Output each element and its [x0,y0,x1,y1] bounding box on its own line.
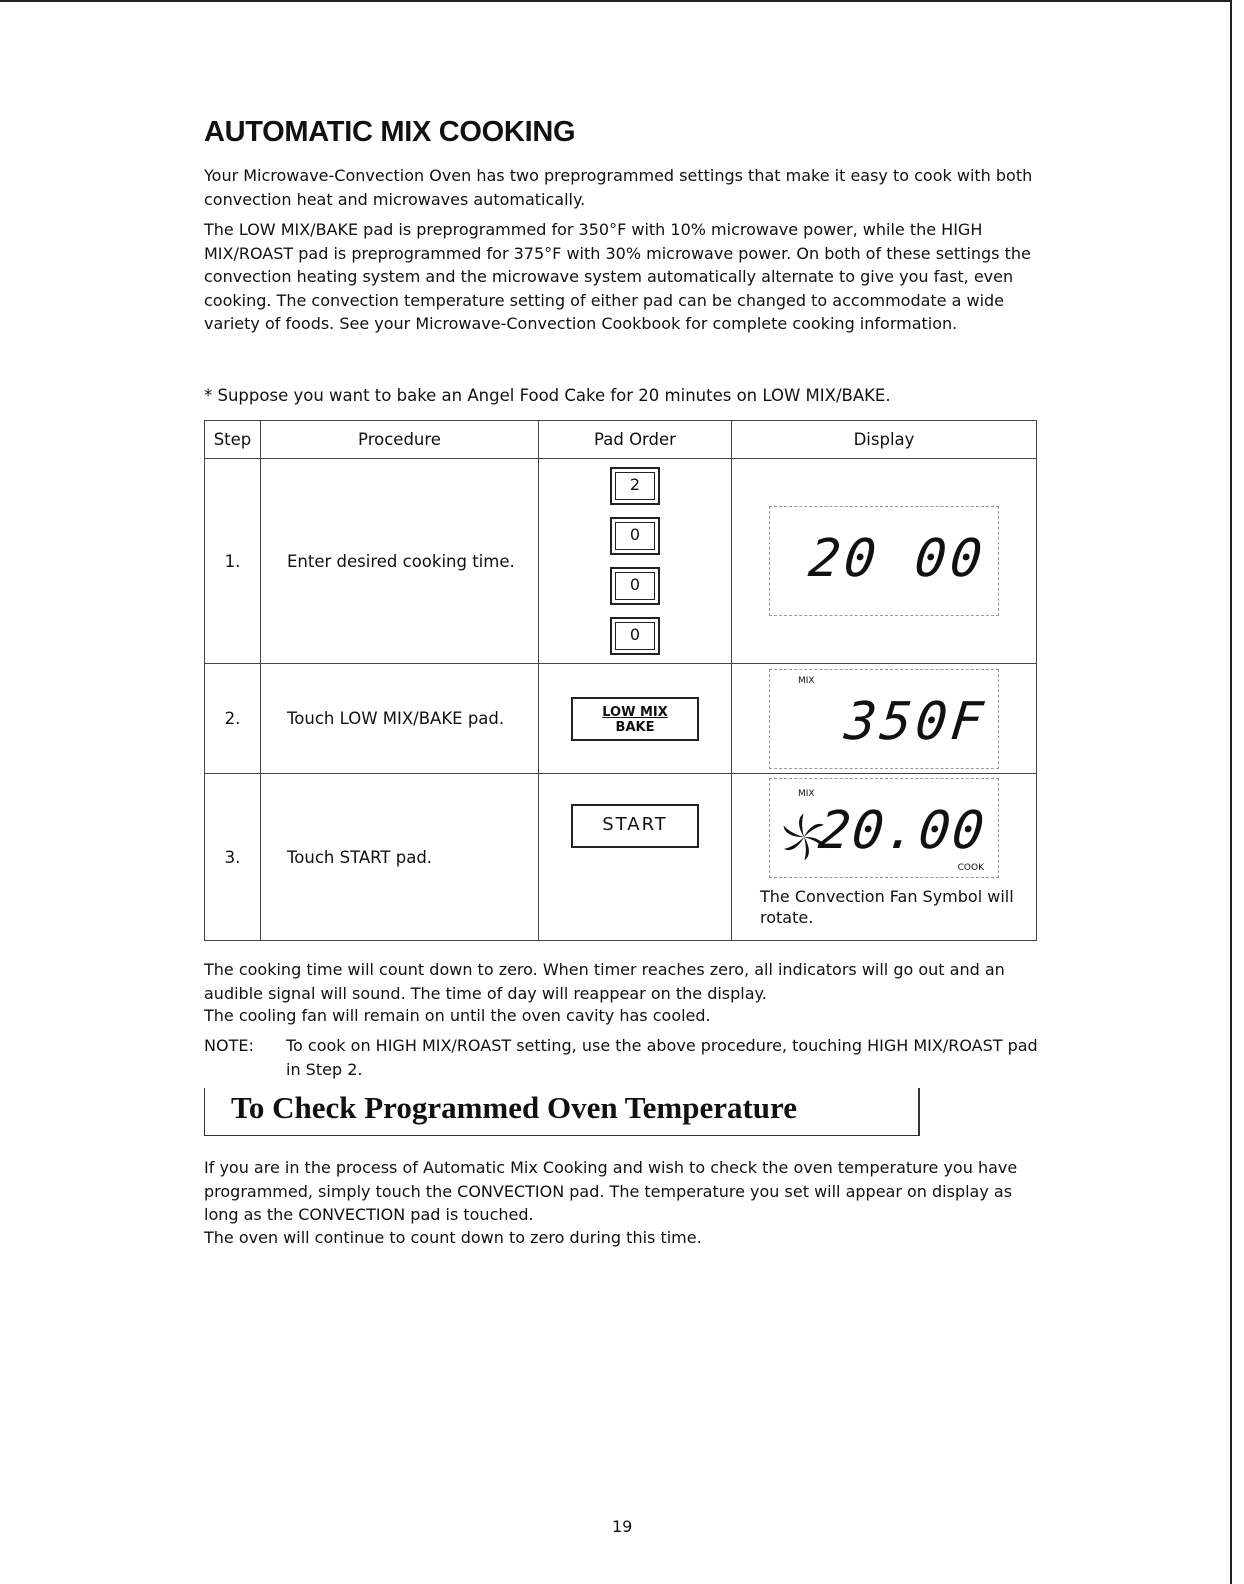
header-procedure: Procedure [261,421,539,459]
pad-order [539,774,732,941]
pad-0: 0 [610,517,660,555]
example-line: * Suppose you want to bake an Angel Food Cake for 20 minutes on LOW MIX/BAKE. [204,386,891,405]
countdown-paragraph: The cooking time will count down to zero. When timer reaches zero, all indicators will go out and an audible signal will sound. The time of day will reappear on the display. [204,960,1005,1003]
countdown-note: The oven will continue to count down to zero during this time. [204,1228,702,1247]
step-number: 2. [205,664,261,774]
start-pad: START [571,804,699,848]
check-temp-paragraph: If you are in the process of Automatic Mix Cooking and wish to check the oven temperature you have programmed, simply touch the CONVECTION pad. The temperature you set will appear on display as long as the CONVECTION pad is touched. [204,1158,1018,1224]
pad-order [539,664,732,774]
procedure-text: Touch LOW MIX/BAKE pad. [261,664,539,774]
procedure-text: Enter desired cooking time. [261,459,539,664]
display-readout: 20 00 [806,529,990,589]
page-title: AUTOMATIC MIX COOKING [204,116,576,148]
header-display: Display [732,421,1037,459]
header-pad-order: Pad Order [539,421,732,459]
table-header-row [205,421,1037,459]
pad-order [539,459,732,664]
page-border-right [1230,0,1232,1584]
low-mix-bake-pad [571,697,699,741]
cooling-fan-paragraph: The cooling fan will remain on until the oven cavity has cooled. [204,1006,711,1025]
procedure-text: Touch START pad. [261,774,539,941]
mix-indicator: MIX [798,675,815,686]
table-row [205,459,1037,664]
cook-indicator: COOK [957,863,984,873]
note [204,1034,1044,1081]
table-row [205,774,1037,941]
pad-label-bottom: BAKE [615,719,655,735]
page-number: 19 [612,1517,633,1536]
display-readout: 350F [841,691,990,752]
pad-0: 0 [610,617,660,655]
note-text: To cook on HIGH MIX/ROAST setting, use the above procedure, touching HIGH MIX/ROAST pad in Step 2. [286,1036,1038,1079]
step-number: 1. [205,459,261,664]
pad-0: 0 [610,567,660,605]
display-cell [732,774,1037,941]
fan-note: The Convection Fan Symbol will rotate. [760,887,1014,927]
page-border-top [0,0,1232,2]
lcd-display [769,778,999,878]
lcd-display [769,669,999,769]
table-row [205,664,1037,774]
mix-indicator: MIX [798,789,815,799]
display-readout: 20.00 [816,801,990,861]
procedure-table [204,420,1037,941]
header-step: Step [205,421,261,459]
pad-label-top: LOW MIX [602,704,668,720]
intro-paragraph: Your Microwave-Convection Oven has two preprogrammed settings that make it easy to cook with both convection heat and microwaves automatically. [204,166,1033,209]
step-number: 3. [205,774,261,941]
section-heading: To Check Programmed Oven Temperature [231,1090,798,1125]
settings-paragraph: The LOW MIX/BAKE pad is preprogrammed for 350°F with 10% microwave power, while the HIGH MIX/ROAST pad is preprogrammed for 375°F with 30% microwave power. On both of these settings the convection heating system and the microwave system automatically alternate to give you fast, even cooking. The convection temperature setting of either pad can be changed to accommodate a wide variety of foods. See your Microwave-Convection Cookbook for complete cooking information. [204,220,1031,333]
pad-2: 2 [610,467,660,505]
display-cell [732,664,1037,774]
section-heading-box [204,1088,920,1136]
lcd-display [769,506,999,616]
display-cell [732,459,1037,664]
note-label: NOTE: [204,1036,254,1055]
